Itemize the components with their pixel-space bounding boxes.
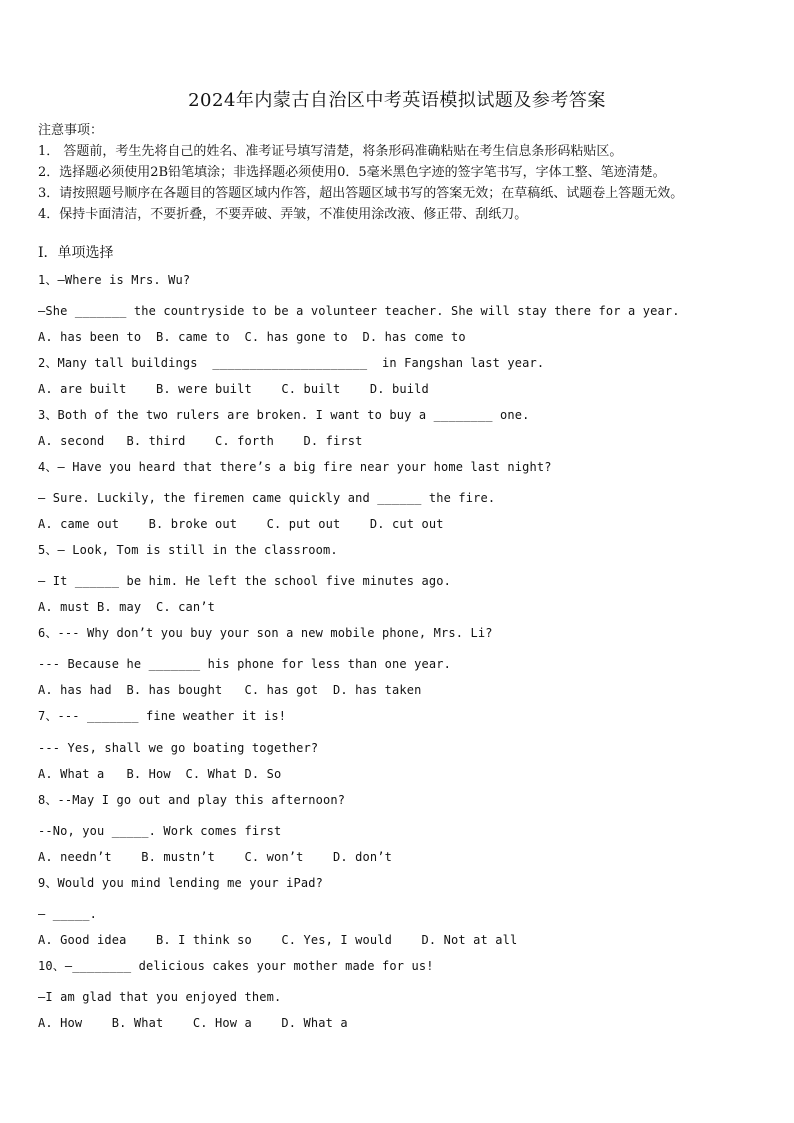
question-stem: 1、—Where is Mrs. Wu?	[38, 273, 191, 287]
question-options: A. Good idea B. I think so C. Yes, I would D. Not at all	[38, 933, 518, 947]
question-options: A. What a B. How C. What D. So	[38, 767, 282, 781]
question-stem: 8、--May I go out and play this afternoon?	[38, 793, 346, 807]
question-options: A. has had B. has bought C. has got D. has taken	[38, 683, 422, 697]
question-stem: --No, you _____. Work comes first	[38, 824, 282, 838]
note-item: 2．选择题必须使用2B铅笔填涂；非选择题必须使用0．5毫米黑色字迹的签字笔书写，字体工整、笔迹清楚。	[38, 165, 666, 180]
note-item: 3．请按照题号顺序在各题目的答题区域内作答，超出答题区域书写的答案无效；在草稿纸、试题卷上答题无效。	[38, 186, 684, 201]
question-stem: 6、--- Why don’t you buy your son a new mobile phone, Mrs. Li?	[38, 626, 493, 640]
section-title: Ⅰ．单项选择	[38, 245, 114, 261]
question-stem: —I am glad that you enjoyed them.	[38, 990, 282, 1004]
question-options: A. needn’t B. mustn’t C. won’t D. don’t	[38, 850, 392, 864]
page-title: 2024年内蒙古自治区中考英语模拟试题及参考答案	[188, 90, 606, 111]
question-stem: 5、— Look, Tom is still in the classroom.	[38, 543, 338, 557]
notes-heading: 注意事项：	[38, 123, 104, 138]
question-stem: — Sure. Luckily, the firemen came quickly and ______ the fire.	[38, 491, 496, 505]
note-item: 4．保持卡面清洁，不要折叠，不要弄破、弄皱，不准使用涂改液、修正带、刮纸刀。	[38, 207, 528, 222]
question-options: A. are built B. were built C. built D. build	[38, 382, 429, 396]
question-options: A. second B. third C. forth D. first	[38, 434, 363, 448]
notes-section	[38, 120, 758, 225]
question-options: A. How B. What C. How a D. What a	[38, 1016, 348, 1030]
question-options: A. must B. may C. can’t	[38, 600, 215, 614]
question-stem: 9、Would you mind lending me your iPad?	[38, 876, 324, 890]
question-stem: 2、Many tall buildings _____________________ in Fangshan last year.	[38, 356, 545, 370]
question-stem: —She _______ the countryside to be a volunteer teacher. She will stay there for a year.	[38, 304, 680, 318]
question-options: A. has been to B. came to C. has gone to D. has come to	[38, 330, 466, 344]
question-stem: 4、— Have you heard that there’s a big fire near your home last night?	[38, 460, 552, 474]
question-stem: — It ______ be him. He left the school five minutes ago.	[38, 574, 451, 588]
question-stem: — _____.	[38, 907, 97, 921]
question-stem: --- Yes, shall we go boating together?	[38, 741, 319, 755]
question-stem: --- Because he _______ his phone for less than one year.	[38, 657, 451, 671]
question-options: A. came out B. broke out C. put out D. cut out	[38, 517, 444, 531]
note-item: 1． 答题前，考生先将自己的姓名、准考证号填写清楚，将条形码准确粘贴在考生信息条形码粘贴区。	[38, 144, 623, 159]
question-stem: 10、—________ delicious cakes your mother made for us!	[38, 959, 434, 973]
question-stem: 3、Both of the two rulers are broken. I want to buy a ________ one.	[38, 408, 530, 422]
question-stem: 7、--- _______ fine weather it is!	[38, 709, 287, 723]
